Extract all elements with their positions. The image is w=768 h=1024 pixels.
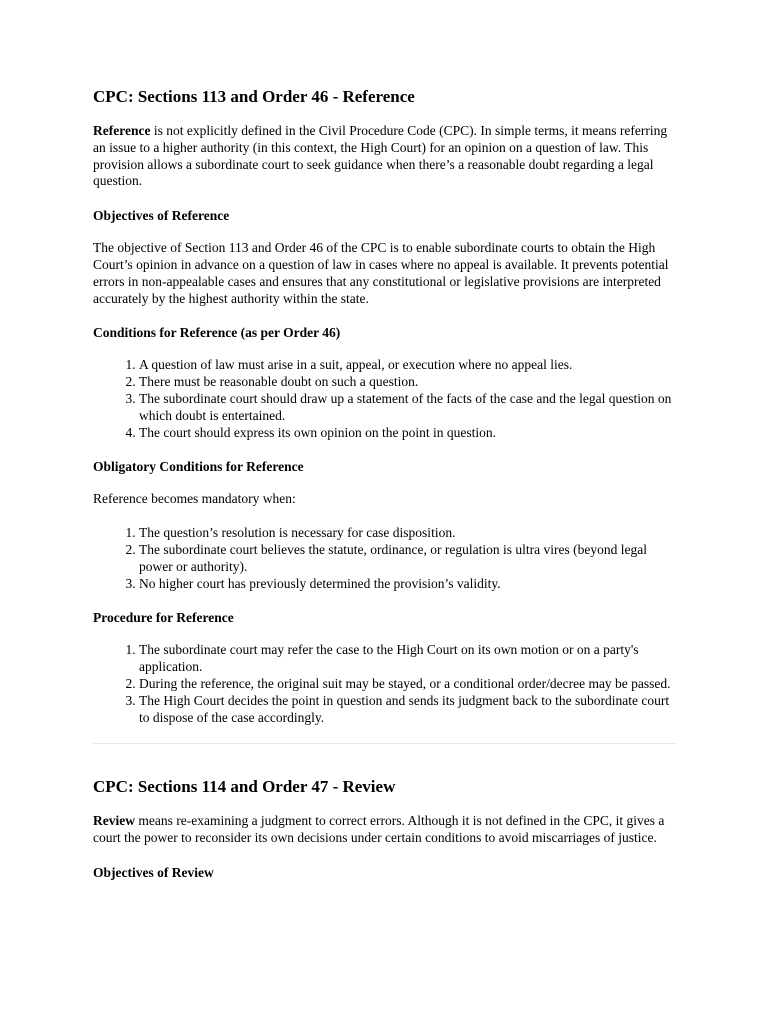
list-item: 4. The court should express its own opinion on the point in question. [139, 425, 677, 442]
objectives-of-review-heading: Objectives of Review [93, 864, 214, 880]
list-item: 2. There must be reasonable doubt on such a question. [139, 374, 677, 391]
review-definition: means re-examining a judgment to correct errors. Although it is not defined in the CPC, it gives a court the power to reconsider its own decisions under certain conditions to avoid miscarriages of justice. [93, 813, 665, 846]
conditions-list [93, 357, 677, 441]
list-item: 3. The High Court decides the point in question and sends its judgment back to the subordinate court to dispose of the case accordingly. [139, 693, 677, 727]
list-item: 3. The subordinate court should draw up a statement of the facts of the case and the legal question on which doubt is entertained. [139, 391, 677, 425]
reference-term: Reference [93, 123, 151, 138]
objectives-of-reference-paragraph: The objective of Section 113 and Order 46 of the CPC is to enable subordinate courts to obtain the High Court’s opinion in advance on a question of law in cases where no appeal is available. It prevents potential errors in non-appealable cases and ensures that any constitutional or legislative provisions are interpreted accurately by the highest authority within the state. [93, 240, 669, 306]
section-title-reference: CPC: Sections 113 and Order 46 - Reference [93, 87, 415, 106]
reference-definition: is not explicitly defined in the Civil Procedure Code (CPC). In simple terms, it means referring an issue to a higher authority (in this context, the High Court) for an opinion on a question of law. This provision allows a subordinate court to seek guidance when there’s a reasonable doubt regarding a legal question. [93, 123, 668, 189]
obligatory-intro: Reference becomes mandatory when: [93, 491, 296, 507]
section-title-review: CPC: Sections 114 and Order 47 - Review [93, 777, 396, 797]
section-divider [93, 743, 677, 744]
objectives-of-reference-heading: Objectives of Reference [93, 208, 230, 224]
obligatory-conditions-heading: Obligatory Conditions for Reference [93, 459, 304, 475]
list-item: 3. No higher court has previously determined the provision’s validity. [139, 576, 677, 593]
obligatory-conditions-list [93, 525, 677, 592]
list-item: 1. The question’s resolution is necessary for case disposition. [139, 525, 677, 542]
list-item: 1. The subordinate court may refer the case to the High Court on its own motion or on a party's application. [139, 642, 677, 676]
procedure-for-reference-heading: Procedure for Reference [93, 610, 234, 626]
procedure-list [93, 642, 677, 726]
review-intro-paragraph [93, 813, 677, 847]
conditions-for-reference-heading: Conditions for Reference (as per Order 46) [93, 325, 341, 341]
list-item: 1. A question of law must arise in a suit, appeal, or execution where no appeal lies. [139, 357, 677, 374]
reference-intro-paragraph [93, 123, 677, 190]
list-item: 2. During the reference, the original suit may be stayed, or a conditional order/decree may be passed. [139, 676, 677, 693]
document-page [93, 86, 677, 897]
review-term: Review [93, 813, 135, 829]
list-item: 2. The subordinate court believes the statute, ordinance, or regulation is ultra vires (beyond legal power or authority). [139, 542, 677, 576]
